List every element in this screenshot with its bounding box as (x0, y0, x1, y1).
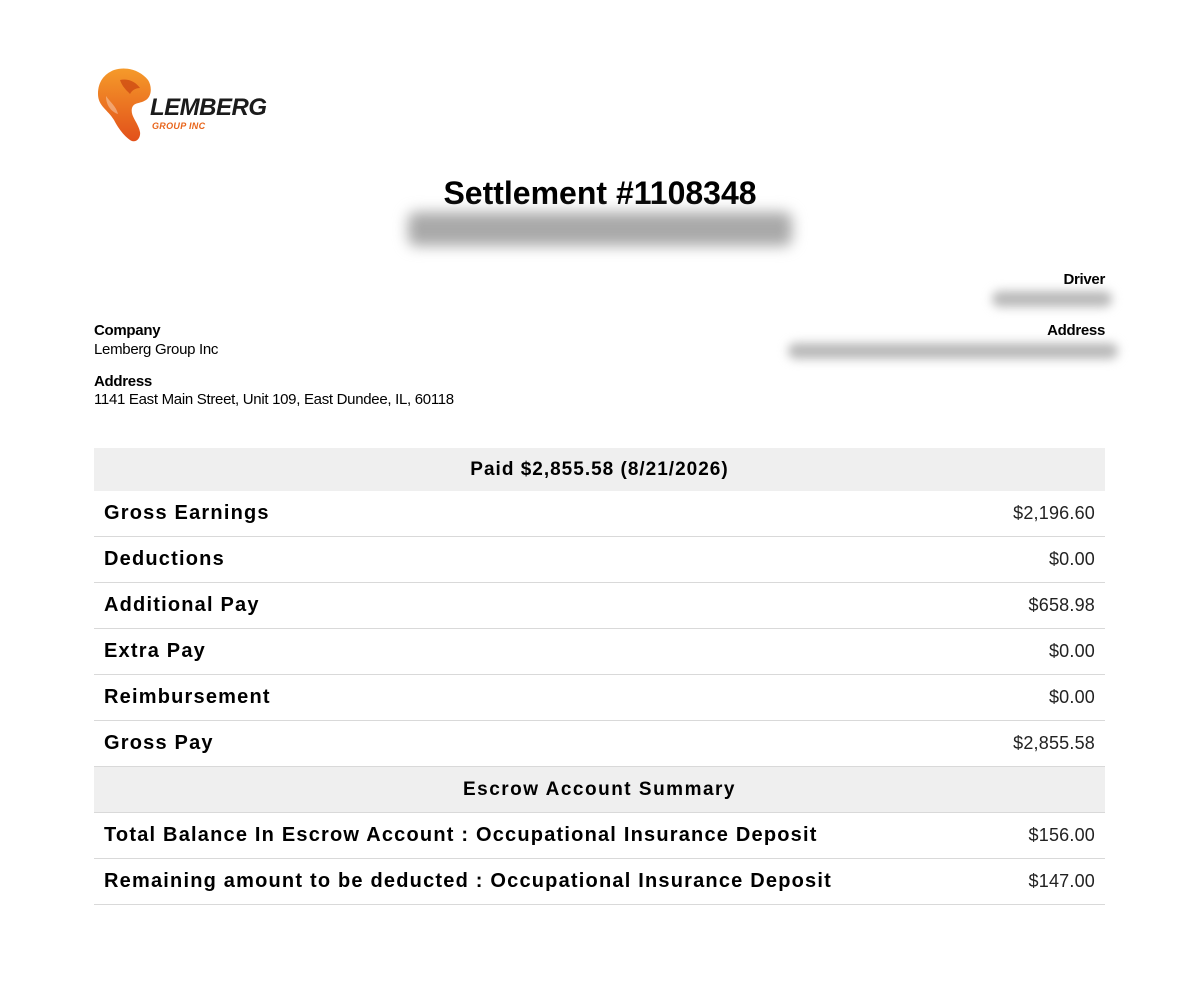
redacted-driver-name (408, 212, 792, 246)
row-value: $0.00 (1048, 687, 1095, 707)
row-value: $156.00 (1028, 825, 1095, 845)
row-value: $0.00 (1048, 549, 1095, 569)
table-row (94, 859, 1105, 905)
company-address-label: Address (94, 373, 152, 390)
row-value: $0.00 (1048, 641, 1095, 661)
row-label: Deductions (104, 548, 225, 570)
row-label: Additional Pay (104, 594, 260, 616)
row-label: Gross Pay (104, 732, 214, 754)
table-row (94, 629, 1105, 675)
row-label: Gross Earnings (104, 502, 270, 524)
table-row (94, 583, 1105, 629)
redacted-driver-value (992, 291, 1112, 307)
lion-icon (94, 66, 154, 146)
row-label: Remaining amount to be deducted : Occupational Insurance Deposit (104, 870, 832, 892)
row-value: $147.00 (1028, 871, 1095, 891)
logo-subtitle: GROUP INC (152, 121, 206, 131)
row-label: Reimbursement (104, 686, 271, 708)
redacted-driver-address (788, 343, 1118, 359)
table-row (94, 721, 1105, 767)
table-row (94, 813, 1105, 859)
paid-banner: Paid $2,855.58 (8/21/2026) (94, 448, 1105, 491)
table-row (94, 537, 1105, 583)
page-title: Settlement #1108348 (443, 175, 757, 211)
logo-wordmark: LEMBERG (150, 94, 267, 121)
table-row (94, 675, 1105, 721)
company-logo (94, 66, 284, 146)
row-value: $2,855.58 (1013, 733, 1095, 753)
company-name: Lemberg Group Inc (94, 341, 219, 358)
driver-label: Driver (1063, 271, 1105, 288)
company-label: Company (94, 322, 161, 339)
row-label: Extra Pay (104, 640, 206, 662)
row-value: $2,196.60 (1013, 503, 1095, 523)
row-label: Total Balance In Escrow Account : Occupational Insurance Deposit (104, 824, 818, 846)
driver-address-label: Address (1047, 322, 1105, 339)
table-row (94, 491, 1105, 537)
settlement-summary-table (94, 448, 1105, 905)
escrow-summary-banner: Escrow Account Summary (94, 767, 1105, 813)
row-value: $658.98 (1028, 595, 1095, 615)
company-address: 1141 East Main Street, Unit 109, East Dundee, IL, 60118 (94, 391, 454, 408)
